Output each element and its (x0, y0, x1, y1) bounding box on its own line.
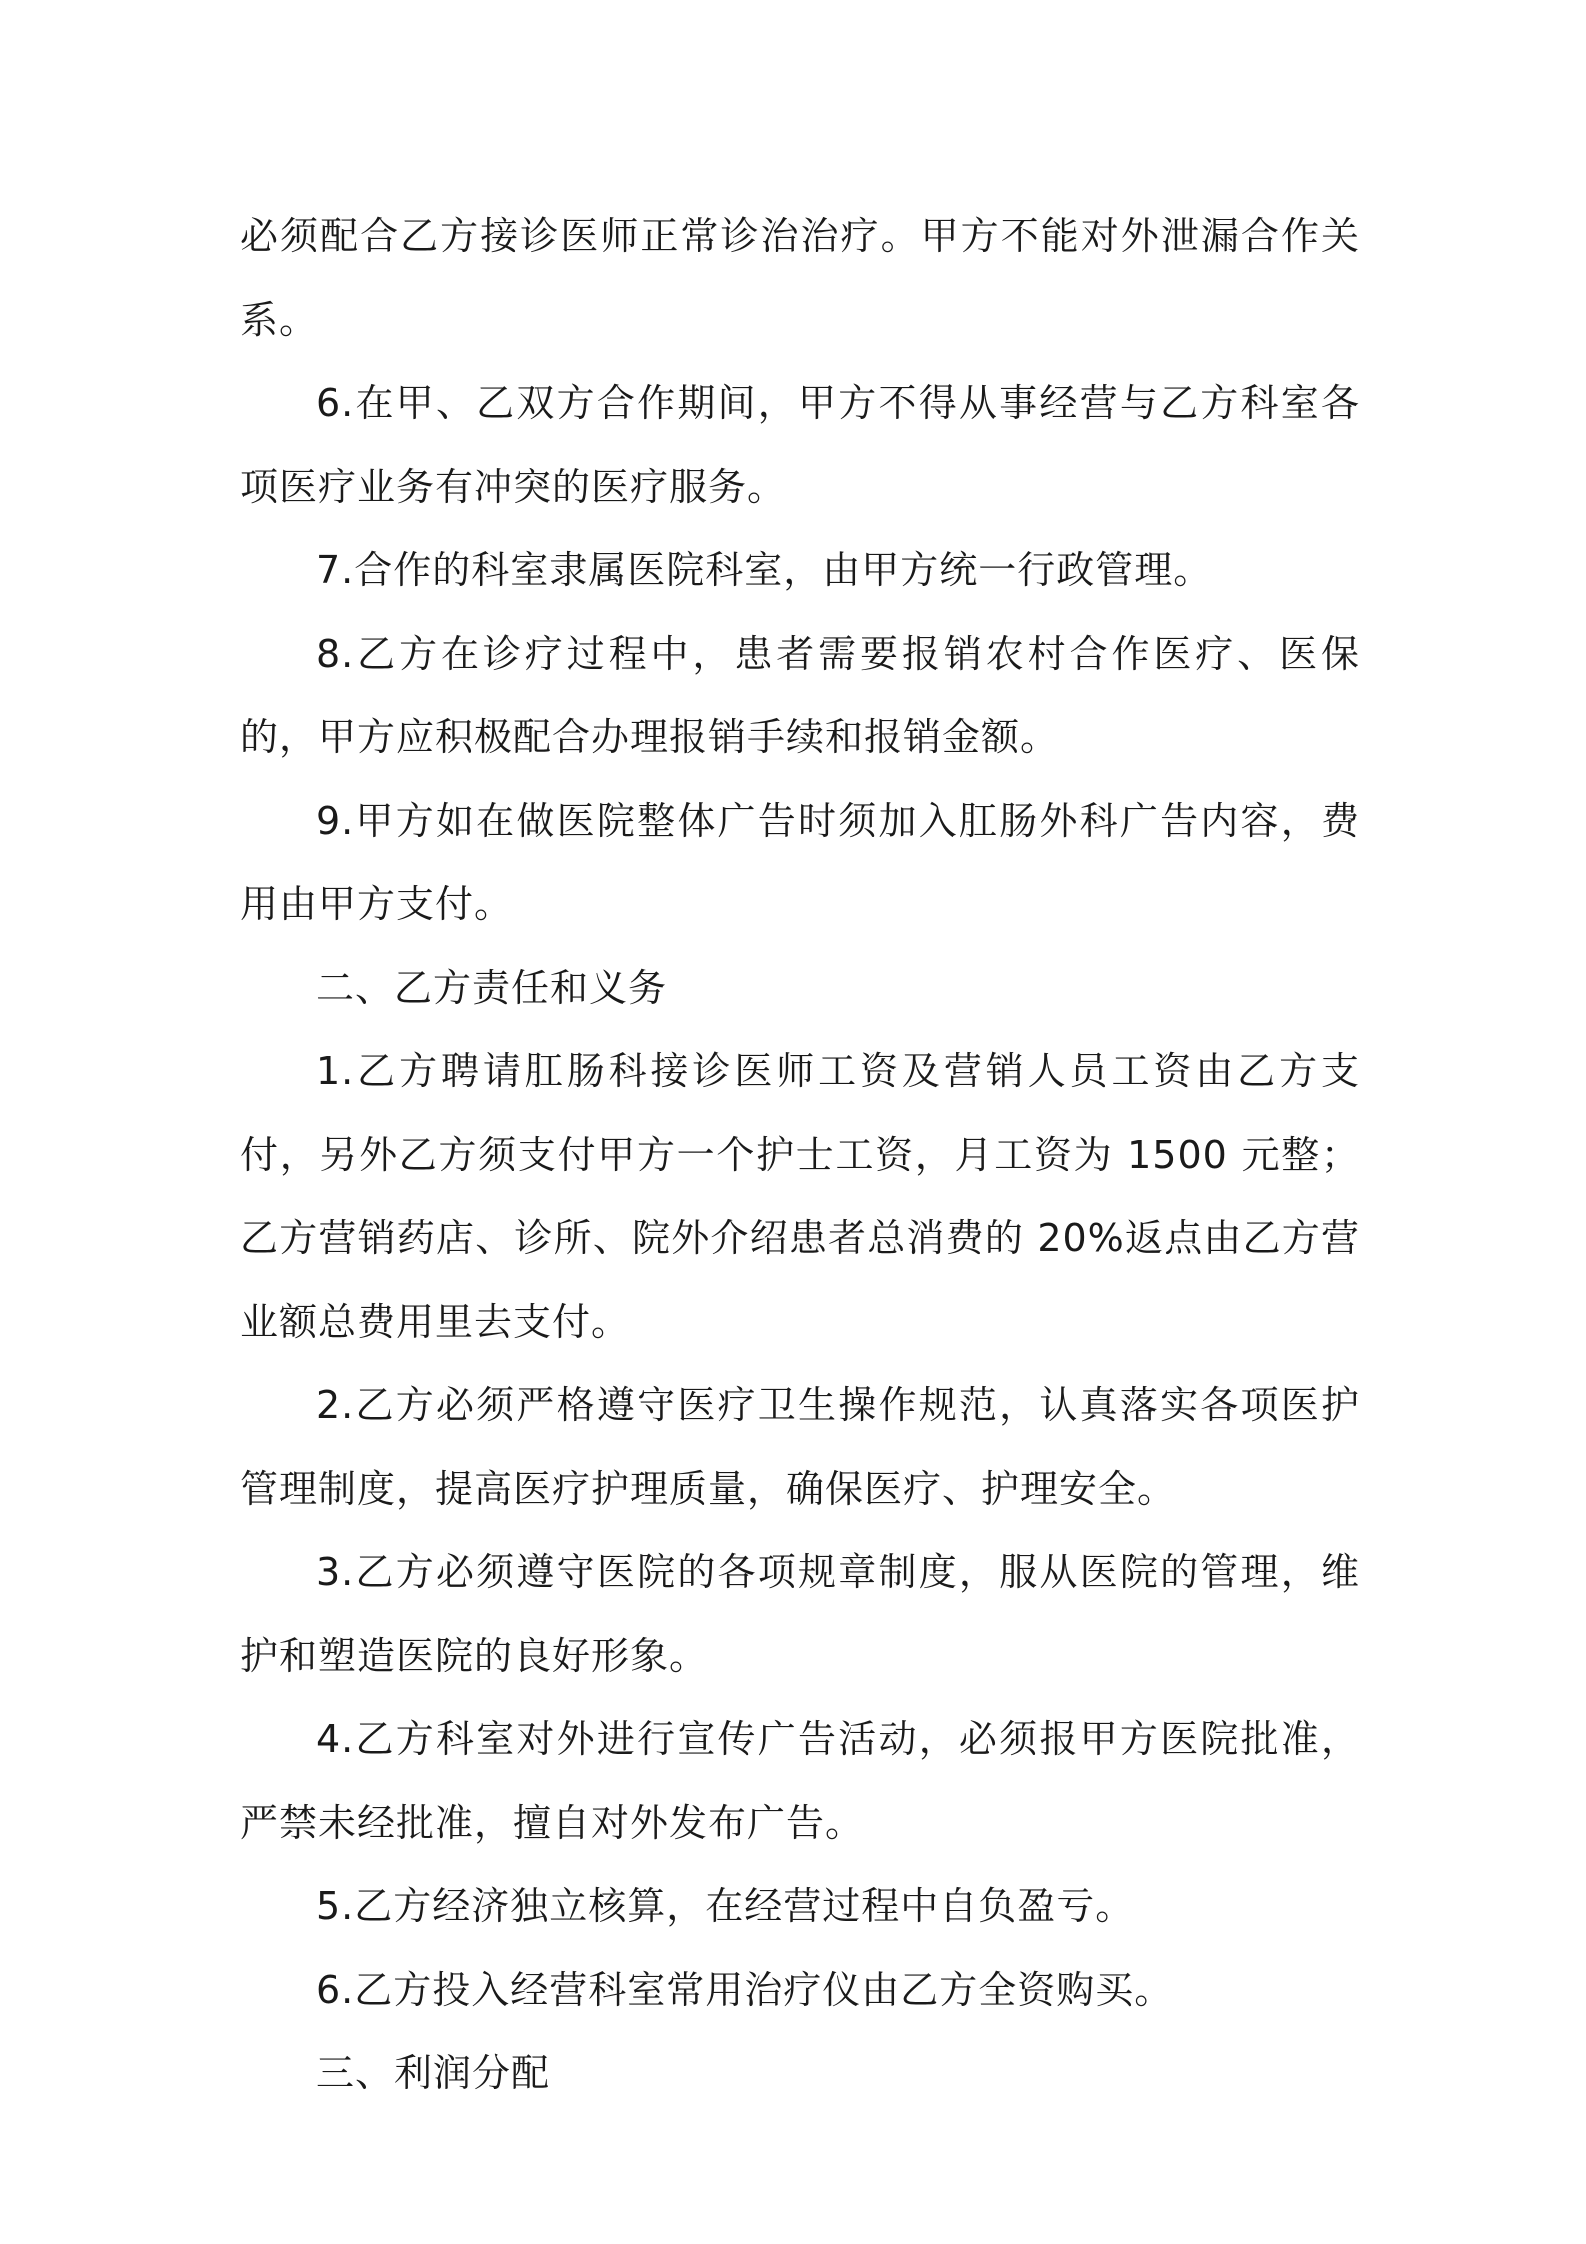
clause-b-3: 3.乙方必须遵守医院的各项规章制度，服从医院的管理，维护和塑造医院的良好形象。 (240, 1550, 1360, 1678)
clause-a-9: 9.甲方如在做医院整体广告时须加入肛肠外科广告内容，费用由甲方支付。 (240, 798, 1360, 926)
paragraph-continuation: 必须配合乙方接诊医师正常诊治治疗。甲方不能对外泄漏合作关系。 (240, 214, 1360, 342)
clause-a-8: 8.乙方在诊疗过程中，患者需要报销农村合作医疗、医保的，甲方应积极配合办理报销手续和报销金额。 (240, 631, 1360, 759)
clause-a-6: 6.在甲、乙双方合作期间，甲方不得从事经营与乙方科室各项医疗业务有冲突的医疗服务。 (240, 381, 1360, 509)
clause-b-2: 2.乙方必须严格遵守医疗卫生操作规范，认真落实各项医护管理制度，提高医疗护理质量，确保医疗、护理安全。 (240, 1383, 1360, 1511)
section-heading-2: 二、乙方责任和义务 (316, 965, 668, 1010)
document-page (240, 195, 1360, 2116)
clause-a-7: 7.合作的科室隶属医院科室，由甲方统一行政管理。 (316, 548, 1213, 592)
clause-b-1: 1.乙方聘请肛肠科接诊医师工资及营销人员工资由乙方支付，另外乙方须支付甲方一个护士工资，月工资为 1500 元整；乙方营销药店、诊所、院外介绍患者总消费的 20%返点由乙方营业额总费用里去支付。 (240, 1049, 1360, 1344)
clause-b-6: 6.乙方投入经营科室常用治疗仪由乙方全资购买。 (316, 1967, 1174, 2012)
section-heading-3: 三、利润分配 (316, 2051, 551, 2095)
clause-b-5: 5.乙方经济独立核算，在经营过程中自负盈亏。 (316, 1884, 1135, 1928)
clause-b-4: 4.乙方科室对外进行宣传广告活动，必须报甲方医院批准，严禁未经批准，擅自对外发布广告。 (240, 1717, 1360, 1845)
